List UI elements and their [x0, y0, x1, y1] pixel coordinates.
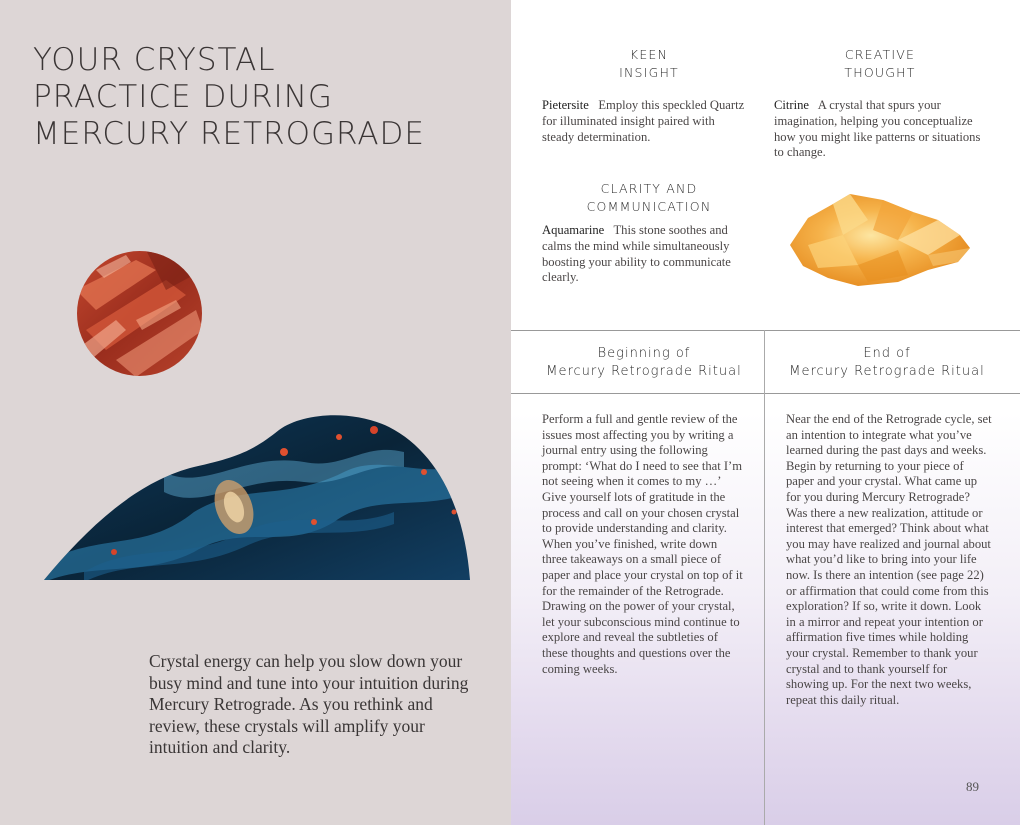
ritual-heading-end: [767, 345, 1007, 381]
crystal-name: Pietersite: [542, 98, 589, 112]
crystal-name: Citrine: [774, 98, 809, 112]
crystal-entry-aquamarine: [542, 223, 748, 286]
red-crystal-image: [76, 250, 203, 377]
crystal-name: Aquamarine: [542, 223, 605, 237]
crystal-entry-pietersite: [542, 98, 747, 145]
citrine-crystal-image: [788, 190, 972, 290]
crystal-description: A crystal that spurs your imagination, helping you conceptualize how you might like patterns or situations to change.: [774, 98, 981, 160]
blue-stone-image: [44, 412, 470, 582]
intro-paragraph: Crystal energy can help you slow down your busy mind and tune into your intuition during Mercury Retrograde. As you rethink and review, these crystals will amplify your intuition and clarity.: [149, 651, 469, 757]
title-line: YOUR CRYSTAL: [33, 42, 276, 78]
heading-line: End of: [863, 346, 911, 361]
page-number: 89: [966, 779, 979, 794]
heading-line: KEEN: [629, 47, 669, 62]
ritual-heading-beginning: [524, 345, 764, 381]
crystal-heading-clarity: [549, 180, 749, 216]
heading-line: Mercury Retrograde Ritual: [789, 364, 985, 379]
ritual-table-header-rule: [511, 393, 1020, 394]
heading-line: Mercury Retrograde Ritual: [546, 364, 742, 379]
title-line: PRACTICE DURING: [33, 79, 333, 115]
ritual-table-divider: [764, 330, 765, 825]
ritual-text-end: Near the end of the Retrograde cycle, set an intention to integrate what you’ve learned during the past days and weeks. Begin by returning to your piece of paper and your crystal. What came up for you during Mercury Retrograde? Was there a new realization, attitude or interest that emerged? Think about what you may have realized and journal about what you’d like to bring into your life now. Is there an intention (see page 22) or affirmation that could come from this exploration? If so, write it down. Look in a mirror and repeat your intention or affirmation five times while holding your crystal. Remember to thank your crystal and to thank yourself for showing up. For the next two weeks, repeat this daily ritual.: [786, 412, 992, 707]
heading-line: INSIGHT: [619, 65, 679, 80]
page-title: [33, 42, 503, 153]
ritual-text-beginning: Perform a full and gentle review of the issues most affecting you by writing a journal entry using the following prompt: ‘What do I need to see that I’m not seeing when it comes to my …’ Give yourself lots of gratitude in the process and call on your chosen crystal to provide understanding and clarity. When you’ve finished, write down three takeaways on a small piece of paper and place your crystal on top of it for the remainder of the Retrograde. Drawing on the power of your crystal, let your subconscious mind continue to explore and reveal the subtleties of these thoughts and questions over the coming weeks.: [542, 412, 743, 676]
crystal-entry-citrine: [774, 98, 990, 161]
crystal-description: Employ this speckled Quartz for illuminated insight paired with steady determination.: [542, 98, 745, 144]
crystal-heading-keen-insight: [549, 46, 749, 82]
crystal-description: This stone soothes and calms the mind while simultaneously boosting your ability to communicate clearly.: [542, 223, 731, 285]
heading-line: CREATIVE: [844, 47, 916, 62]
heading-line: COMMUNICATION: [586, 199, 712, 214]
heading-line: CLARITY AND: [600, 181, 698, 196]
crystal-heading-creative-thought: [780, 46, 980, 82]
heading-line: THOUGHT: [844, 65, 916, 80]
heading-line: Beginning of: [597, 346, 691, 361]
ritual-table-top-rule: [511, 330, 1020, 331]
title-line: MERCURY RETROGRADE: [33, 116, 425, 152]
